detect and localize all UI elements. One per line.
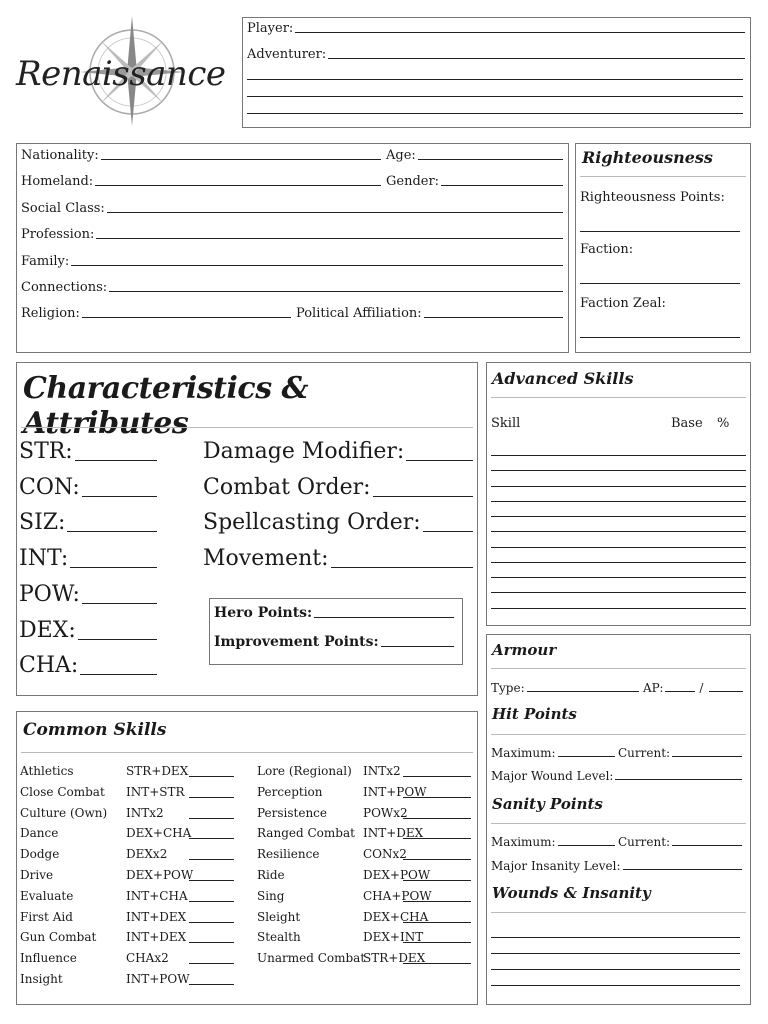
player-field[interactable]: [247, 21, 745, 36]
sanity-current-field[interactable]: [618, 835, 742, 849]
homeland-label: Homeland:: [21, 174, 94, 189]
skill-base: INT+DEX: [126, 930, 187, 945]
damage-modifier-field[interactable]: [203, 439, 473, 464]
logo-text: Renaissance: [16, 54, 226, 94]
str-label: STR:: [19, 439, 73, 464]
skill-value-line[interactable]: [189, 818, 234, 819]
int-label: INT:: [19, 546, 69, 571]
righteousness-points-label: Righteousness Points:: [580, 190, 725, 205]
hit-points-title: Hit Points: [492, 705, 577, 723]
wounds-insanity-title: Wounds & Insanity: [492, 884, 651, 902]
armour-title: Armour: [492, 641, 557, 659]
sanity-current-label: Current:: [618, 835, 671, 849]
hero-points-label: Hero Points:: [214, 605, 313, 621]
major-wound-field[interactable]: [491, 769, 742, 783]
damage-modifier-label: Damage Modifier:: [203, 439, 405, 464]
skill-name: Sleight: [257, 909, 301, 924]
skill-base: DEXx2: [126, 847, 168, 862]
skill-name: Influence: [20, 951, 77, 966]
skill-name: Perception: [257, 784, 323, 799]
skill-base: INT+STR: [126, 784, 185, 799]
armour-ap-slash: /: [699, 681, 704, 695]
skill-base: INT+DEX: [126, 909, 187, 924]
improvement-points-field[interactable]: [214, 634, 454, 650]
social-class-label: Social Class:: [21, 201, 105, 216]
skill-base: INT+CHA: [126, 888, 188, 903]
skill-name: Culture (Own): [20, 805, 108, 820]
skill-name: Dance: [20, 826, 59, 841]
points-box: [209, 598, 463, 665]
str-field[interactable]: [19, 439, 157, 464]
social-class-field[interactable]: [21, 201, 563, 216]
skill-base: STR+DEX: [126, 764, 189, 778]
nationality-field[interactable]: [21, 148, 381, 163]
adventurer-label: Adventurer:: [247, 47, 327, 62]
major-insanity-field[interactable]: [491, 859, 742, 873]
skill-name: Dodge: [20, 847, 60, 862]
skill-value-line[interactable]: [403, 922, 471, 923]
skill-value-line[interactable]: [403, 797, 471, 798]
characteristics-title: Characteristics & Attributes: [23, 371, 309, 441]
skill-base: INT+POW: [126, 972, 190, 986]
advanced-skills-box: [486, 362, 751, 626]
faction-zeal-line[interactable]: [580, 337, 740, 338]
skill-base: DEX+CHA: [363, 909, 429, 924]
con-label: CON:: [19, 475, 80, 500]
hp-current-label: Current:: [618, 746, 671, 760]
connections-field[interactable]: [21, 280, 563, 295]
political-affiliation-field[interactable]: [296, 306, 563, 321]
sanity-points-title: Sanity Points: [492, 795, 603, 813]
skill-base: DEX+POW: [363, 868, 431, 882]
political-affiliation-label: Political Affiliation:: [296, 306, 422, 321]
skill-name: Persistence: [257, 805, 328, 820]
skill-value-line[interactable]: [189, 797, 234, 798]
skill-name: Ranged Combat: [257, 826, 355, 841]
skill-base: INTx2: [126, 805, 164, 820]
skill-value-line[interactable]: [189, 901, 234, 902]
skill-base: CHA+POW: [363, 888, 432, 903]
skill-name: Insight: [20, 972, 63, 986]
dex-label: DEX:: [19, 618, 76, 643]
sanity-maximum-field[interactable]: [491, 835, 615, 849]
int-field[interactable]: [19, 546, 157, 571]
common-skills-title: Common Skills: [23, 720, 167, 740]
improvement-points-label: Improvement Points:: [214, 634, 379, 650]
skill-value-line[interactable]: [403, 901, 471, 902]
faction-label: Faction:: [580, 242, 634, 257]
common-skills-box: [16, 711, 478, 1005]
skill-value-line[interactable]: [403, 859, 471, 860]
skill-name: Unarmed Combat: [257, 951, 366, 966]
dex-field[interactable]: [19, 618, 157, 643]
armour-ap-label: AP:: [643, 681, 664, 695]
spellcasting-order-label: Spellcasting Order:: [203, 510, 421, 535]
skill-name: Close Combat: [20, 784, 105, 799]
adventurer-field[interactable]: [247, 47, 745, 62]
religion-field[interactable]: [21, 306, 291, 321]
armour-type-label: Type:: [491, 681, 525, 695]
skill-value-line[interactable]: [189, 859, 234, 860]
skill-value-line[interactable]: [189, 942, 234, 943]
skill-base: DEX+POW: [126, 868, 194, 882]
skill-name: First Aid: [20, 909, 73, 924]
skill-base: INT+POW: [363, 784, 427, 799]
cha-label: CHA:: [19, 653, 79, 678]
age-label: Age:: [386, 148, 416, 163]
combat-order-field[interactable]: [203, 475, 473, 500]
skill-value-line[interactable]: [403, 880, 471, 881]
skill-name: Ride: [257, 868, 285, 882]
gender-field[interactable]: [386, 174, 563, 189]
logo: [14, 14, 236, 126]
siz-label: SIZ:: [19, 510, 66, 535]
skill-base: DEX+CHA: [126, 826, 192, 841]
profession-label: Profession:: [21, 227, 95, 242]
spellcasting-order-field[interactable]: [203, 510, 473, 535]
pow-field[interactable]: [19, 582, 157, 607]
player-box: [242, 17, 751, 128]
skill-name: Evaluate: [20, 888, 74, 903]
identity-box: [16, 143, 569, 353]
skill-name: Gun Combat: [20, 930, 97, 945]
cha-field[interactable]: [19, 653, 157, 678]
armour-type-field[interactable]: [491, 681, 639, 695]
skill-name: Drive: [20, 868, 54, 882]
skill-name: Lore (Regional): [257, 764, 352, 778]
homeland-field[interactable]: [21, 174, 381, 189]
siz-field[interactable]: [19, 510, 157, 535]
skill-base: CHAx2: [126, 951, 169, 966]
hp-maximum-field[interactable]: [491, 746, 615, 760]
con-field[interactable]: [19, 475, 157, 500]
connections-label: Connections:: [21, 280, 108, 295]
skill-value-line[interactable]: [403, 963, 471, 964]
major-insanity-label: Major Insanity Level:: [491, 859, 621, 873]
player-label: Player:: [247, 21, 294, 36]
movement-label: Movement:: [203, 546, 329, 571]
skill-value-line[interactable]: [403, 838, 471, 839]
skill-base: INT+DEX: [363, 826, 424, 841]
family-label: Family:: [21, 254, 70, 269]
righteousness-points-line[interactable]: [580, 231, 740, 232]
gender-label: Gender:: [386, 174, 440, 189]
religion-label: Religion:: [21, 306, 80, 321]
movement-field[interactable]: [203, 546, 473, 571]
armour-box: [486, 634, 751, 1005]
nationality-label: Nationality:: [21, 148, 99, 163]
skill-value-line[interactable]: [189, 963, 234, 964]
family-field[interactable]: [21, 254, 563, 269]
hero-points-field[interactable]: [214, 605, 454, 621]
age-field[interactable]: [386, 148, 563, 163]
sanity-maximum-label: Maximum:: [491, 835, 556, 849]
advanced-skills-title: Advanced Skills: [492, 369, 634, 388]
skill-value-line[interactable]: [189, 984, 234, 985]
faction-zeal-label: Faction Zeal:: [580, 296, 666, 311]
major-wound-label: Major Wound Level:: [491, 769, 614, 783]
skill-base: POWx2: [363, 805, 408, 820]
skill-value-line[interactable]: [189, 776, 234, 777]
righteousness-title: Righteousness: [582, 148, 713, 167]
hp-current-field[interactable]: [618, 746, 742, 760]
skill-base: CONx2: [363, 847, 407, 862]
skill-value-line[interactable]: [189, 880, 234, 881]
advanced-skill-header: Skill: [491, 416, 521, 431]
skill-name: Athletics: [20, 764, 74, 778]
advanced-base-header: Base: [671, 416, 703, 431]
righteousness-box: [575, 143, 751, 353]
skill-value-line[interactable]: [403, 818, 471, 819]
skill-value-line[interactable]: [403, 942, 471, 943]
skill-value-line[interactable]: [189, 922, 234, 923]
skill-base: DEX+INT: [363, 930, 424, 945]
combat-order-label: Combat Order:: [203, 475, 371, 500]
skill-base: STR+DEX: [363, 951, 426, 966]
faction-line[interactable]: [580, 283, 740, 284]
skill-value-line[interactable]: [403, 776, 471, 777]
skill-name: Resilience: [257, 847, 320, 862]
skill-value-line[interactable]: [189, 838, 234, 839]
armour-ap-field[interactable]: [643, 681, 743, 695]
pow-label: POW:: [19, 582, 80, 607]
advanced-percent-header: %: [717, 416, 730, 431]
skill-base: INTx2: [363, 764, 401, 778]
skill-name: Stealth: [257, 930, 301, 945]
profession-field[interactable]: [21, 227, 563, 242]
hp-maximum-label: Maximum:: [491, 746, 556, 760]
characteristics-box: [16, 362, 478, 696]
skill-name: Sing: [257, 888, 285, 903]
